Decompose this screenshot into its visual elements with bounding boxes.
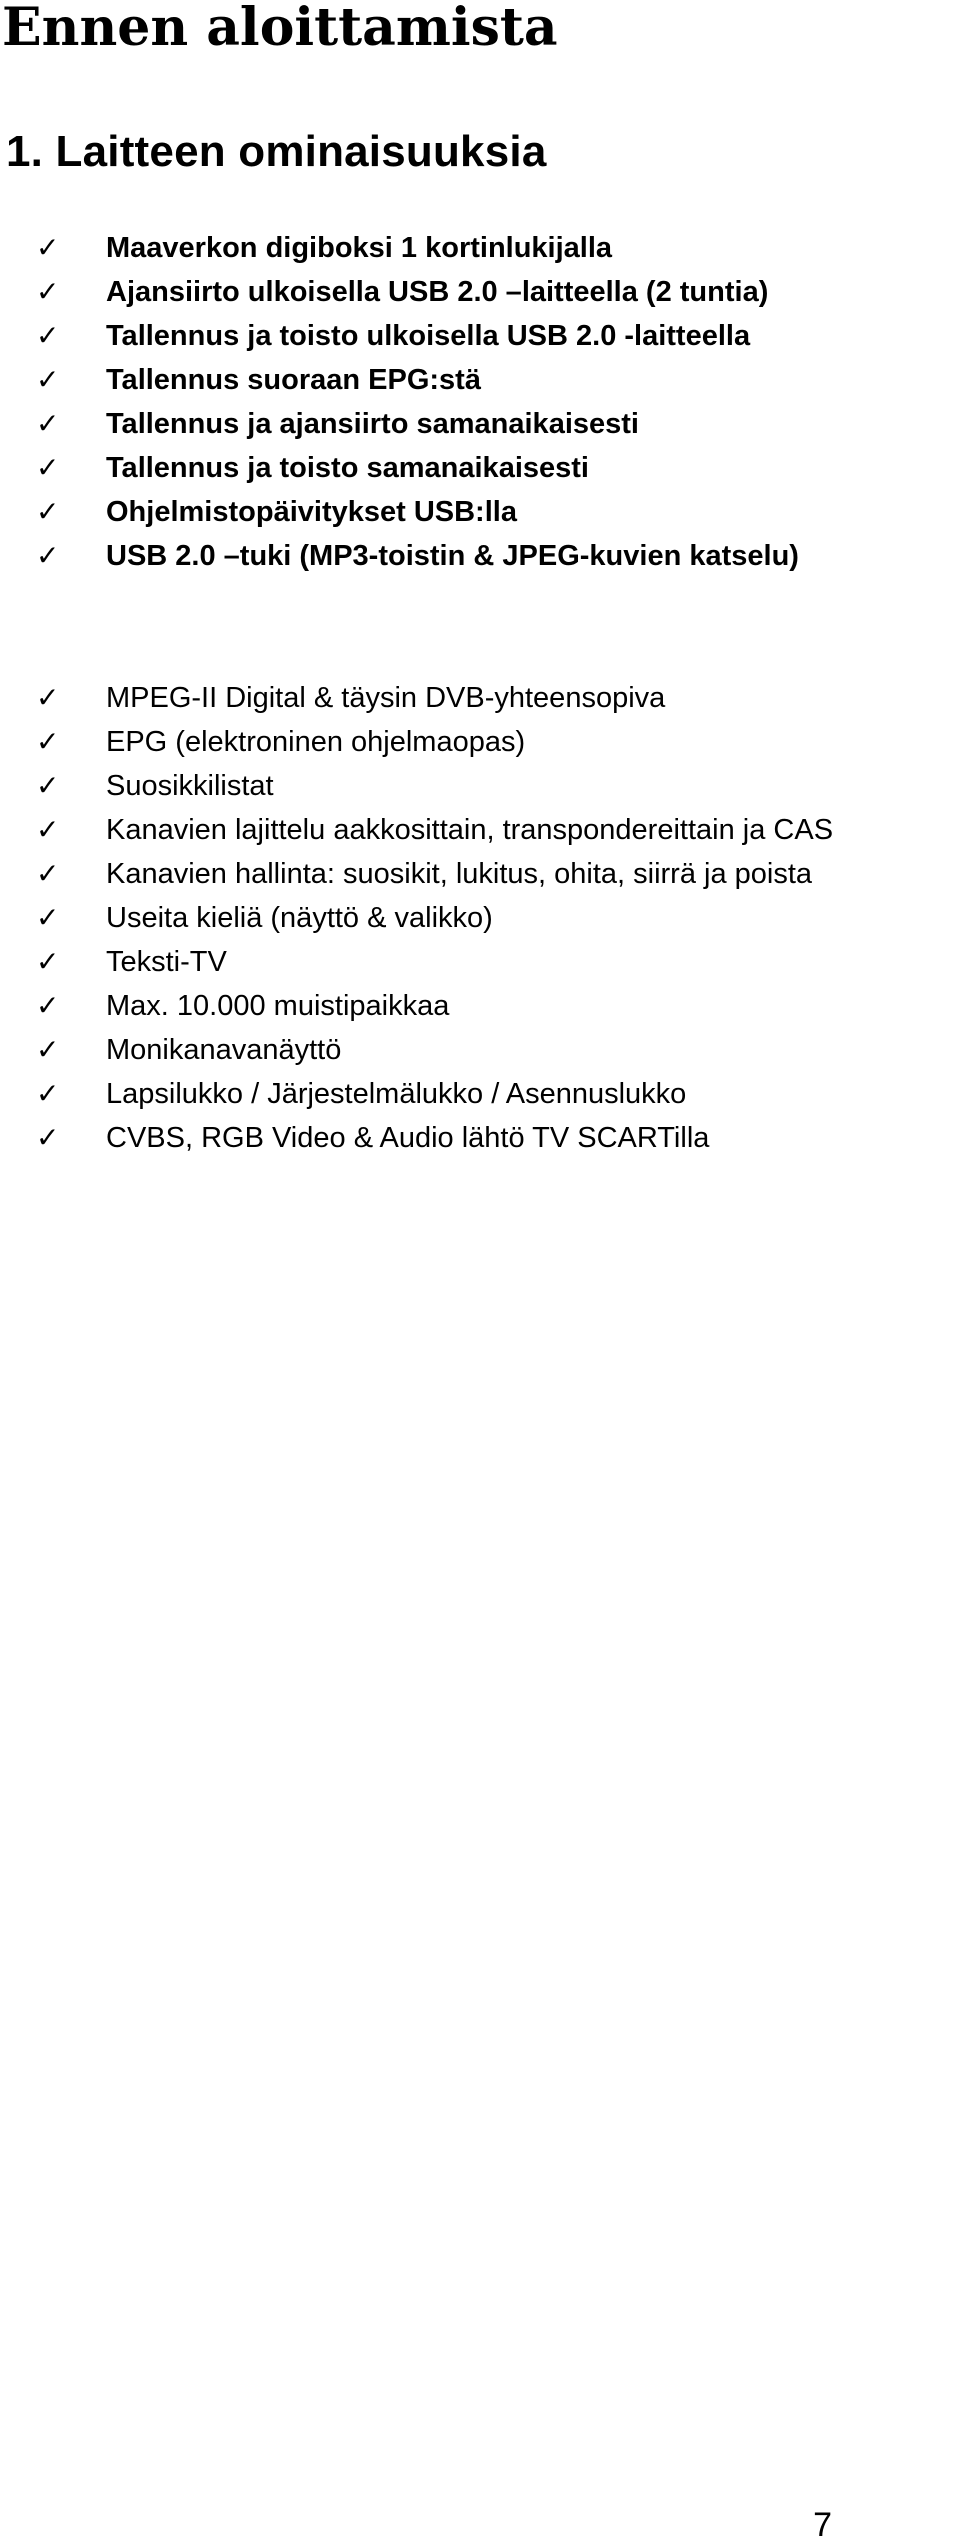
feature-list-secondary	[36, 676, 833, 1160]
checkmark-icon: ✓	[36, 539, 60, 572]
checkmark-icon: ✓	[36, 495, 60, 528]
list-item	[36, 490, 799, 534]
list-item	[36, 1072, 833, 1116]
list-item	[36, 534, 799, 578]
list-item	[36, 676, 833, 720]
feature-text: Tallennus ja toisto ulkoisella USB 2.0 -laitteella	[106, 320, 751, 352]
checkmark-icon: ✓	[36, 275, 60, 308]
checkmark-icon: ✓	[36, 407, 60, 440]
feature-text: Tallennus suoraan EPG:stä	[106, 364, 481, 396]
checkmark-icon: ✓	[36, 725, 60, 758]
list-item	[36, 1028, 833, 1072]
feature-text: Monikanavanäyttö	[106, 1034, 342, 1066]
list-item	[36, 720, 833, 764]
feature-text: Useita kieliä (näyttö & valikko)	[106, 902, 493, 934]
feature-text: Max. 10.000 muistipaikkaa	[106, 990, 450, 1022]
checkmark-icon: ✓	[36, 231, 60, 264]
list-item	[36, 1116, 833, 1160]
list-item	[36, 940, 833, 984]
feature-text: Ohjelmistopäivitykset USB:lla	[106, 496, 517, 528]
feature-text: Lapsilukko / Järjestelmälukko / Asennuslukko	[106, 1078, 687, 1110]
checkmark-icon: ✓	[36, 945, 60, 978]
checkmark-icon: ✓	[36, 769, 60, 802]
list-item	[36, 984, 833, 1028]
page-number: 7	[813, 2506, 832, 2544]
feature-text: Teksti-TV	[106, 946, 227, 978]
list-item	[36, 446, 799, 490]
list-item	[36, 402, 799, 446]
checkmark-icon: ✓	[36, 451, 60, 484]
checkmark-icon: ✓	[36, 813, 60, 846]
checkmark-icon: ✓	[36, 901, 60, 934]
list-item	[36, 764, 833, 808]
checkmark-icon: ✓	[36, 681, 60, 714]
list-item	[36, 896, 833, 940]
list-item	[36, 270, 799, 314]
feature-text: USB 2.0 –tuki (MP3-toistin & JPEG-kuvien katselu)	[106, 540, 799, 572]
list-item	[36, 226, 799, 270]
feature-text: Maaverkon digiboksi 1 kortinlukijalla	[106, 232, 613, 264]
feature-text: EPG (elektroninen ohjelmaopas)	[106, 726, 526, 758]
checkmark-icon: ✓	[36, 1077, 60, 1110]
checkmark-icon: ✓	[36, 989, 60, 1022]
list-item	[36, 358, 799, 402]
feature-text: Ajansiirto ulkoisella USB 2.0 –laitteella (2 tuntia)	[106, 276, 769, 308]
checkmark-icon: ✓	[36, 319, 60, 352]
list-item	[36, 808, 833, 852]
list-item	[36, 314, 799, 358]
page-title: Ennen aloittamista	[2, 0, 558, 58]
feature-text: MPEG-II Digital & täysin DVB-yhteensopiva	[106, 682, 666, 714]
feature-text: CVBS, RGB Video & Audio lähtö TV SCARTilla	[106, 1122, 710, 1154]
feature-text: Kanavien hallinta: suosikit, lukitus, ohita, siirrä ja poista	[106, 858, 813, 890]
feature-text: Suosikkilistat	[106, 770, 274, 802]
section-heading: 1. Laitteen ominaisuuksia	[6, 127, 547, 176]
feature-text: Tallennus ja ajansiirto samanaikaisesti	[106, 408, 639, 440]
feature-text: Kanavien lajittelu aakkosittain, transpondereittain ja CAS	[106, 814, 834, 846]
checkmark-icon: ✓	[36, 1033, 60, 1066]
feature-list-primary	[36, 226, 799, 578]
feature-text: Tallennus ja toisto samanaikaisesti	[106, 452, 589, 484]
checkmark-icon: ✓	[36, 1121, 60, 1154]
list-item	[36, 852, 833, 896]
checkmark-icon: ✓	[36, 363, 60, 396]
checkmark-icon: ✓	[36, 857, 60, 890]
